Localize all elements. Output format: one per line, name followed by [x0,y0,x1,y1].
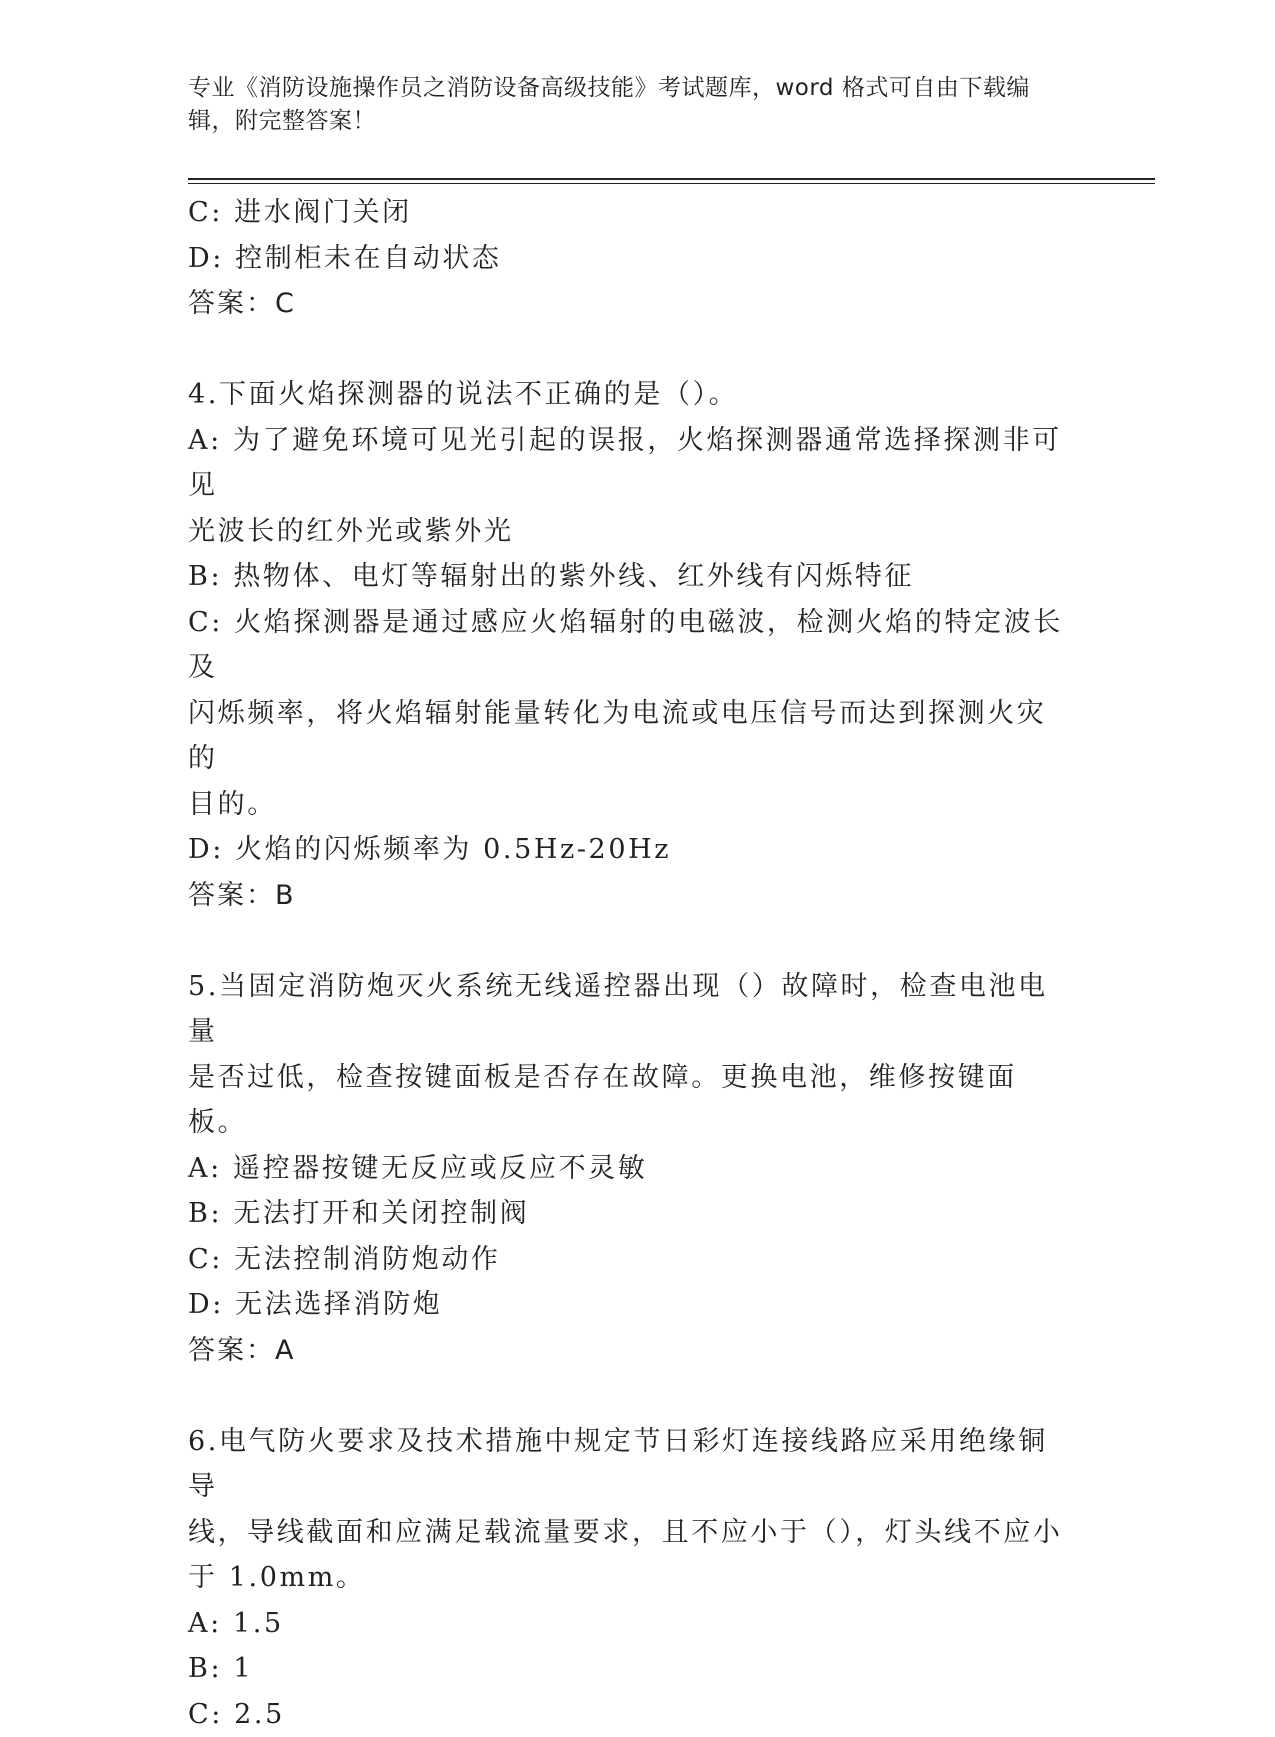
answer-line [188,281,1068,327]
option-line: C: 进水阀门关闭 [188,190,1068,236]
question-stem: 4.下面火焰探测器的说法不正确的是（）。 [188,372,1068,418]
answer-line [188,1328,1068,1374]
question-stem: 6.电气防火要求及技术措施中规定节日彩灯连接线路应采用绝缘铜导 [188,1419,1068,1510]
header-rule [188,178,1155,180]
option-line: C: 2.5 [188,1692,1068,1737]
option-line: B: 无法打开和关闭控制阀 [188,1191,1068,1237]
question-stem: 是否过低，检查按键面板是否存在故障。更换电池，维修按键面板。 [188,1055,1068,1146]
option-line: D: 火焰的闪烁频率为 0.5Hz-20Hz [188,827,1068,873]
question-stem: 5.当固定消防炮灭火系统无线遥控器出现（）故障时，检查电池电量 [188,964,1068,1055]
option-line: A: 遥控器按键无反应或反应不灵敏 [188,1146,1068,1192]
answer-value: B [275,880,295,911]
option-line: B: 1 [188,1646,1068,1692]
answer-line [188,873,1068,919]
option-line: C: 无法控制消防炮动作 [188,1237,1068,1283]
answer-value: A [275,1335,294,1366]
question-block [188,372,1068,918]
question-stem: 于 1.0mm。 [188,1555,1068,1601]
question-block [188,964,1068,1374]
option-line: C: 火焰探测器是通过感应火焰辐射的电磁波，检测火焰的特定波长及 [188,600,1068,691]
answer-label: 答案： [188,880,275,911]
question-stem: 线，导线截面和应满足载流量要求，且不应小于（），灯头线不应小 [188,1510,1068,1556]
question-content [188,190,1068,1737]
option-line: B: 热物体、电灯等辐射出的紫外线、红外线有闪烁特征 [188,554,1068,600]
answer-value: C [275,288,295,319]
question-block [188,190,1068,327]
header-line: 专业《消防设施操作员之消防设备高级技能》考试题库，word 格式可自由下载编 [188,72,1068,105]
answer-label: 答案： [188,288,275,319]
answer-label: 答案： [188,1335,275,1366]
document-header [188,72,1068,138]
option-line: A: 1.5 [188,1601,1068,1647]
question-block [188,1419,1068,1737]
option-line: D: 控制柜未在自动状态 [188,236,1068,282]
option-line: 闪烁频率，将火焰辐射能量转化为电流或电压信号而达到探测火灾的 [188,691,1068,782]
header-rule [188,183,1155,184]
option-line: 目的。 [188,782,1068,828]
header-line: 辑，附完整答案！ [188,105,1068,138]
option-line: 光波长的红外光或紫外光 [188,509,1068,555]
option-line: D: 无法选择消防炮 [188,1282,1068,1328]
option-line: A: 为了避免环境可见光引起的误报，火焰探测器通常选择探测非可见 [188,418,1068,509]
